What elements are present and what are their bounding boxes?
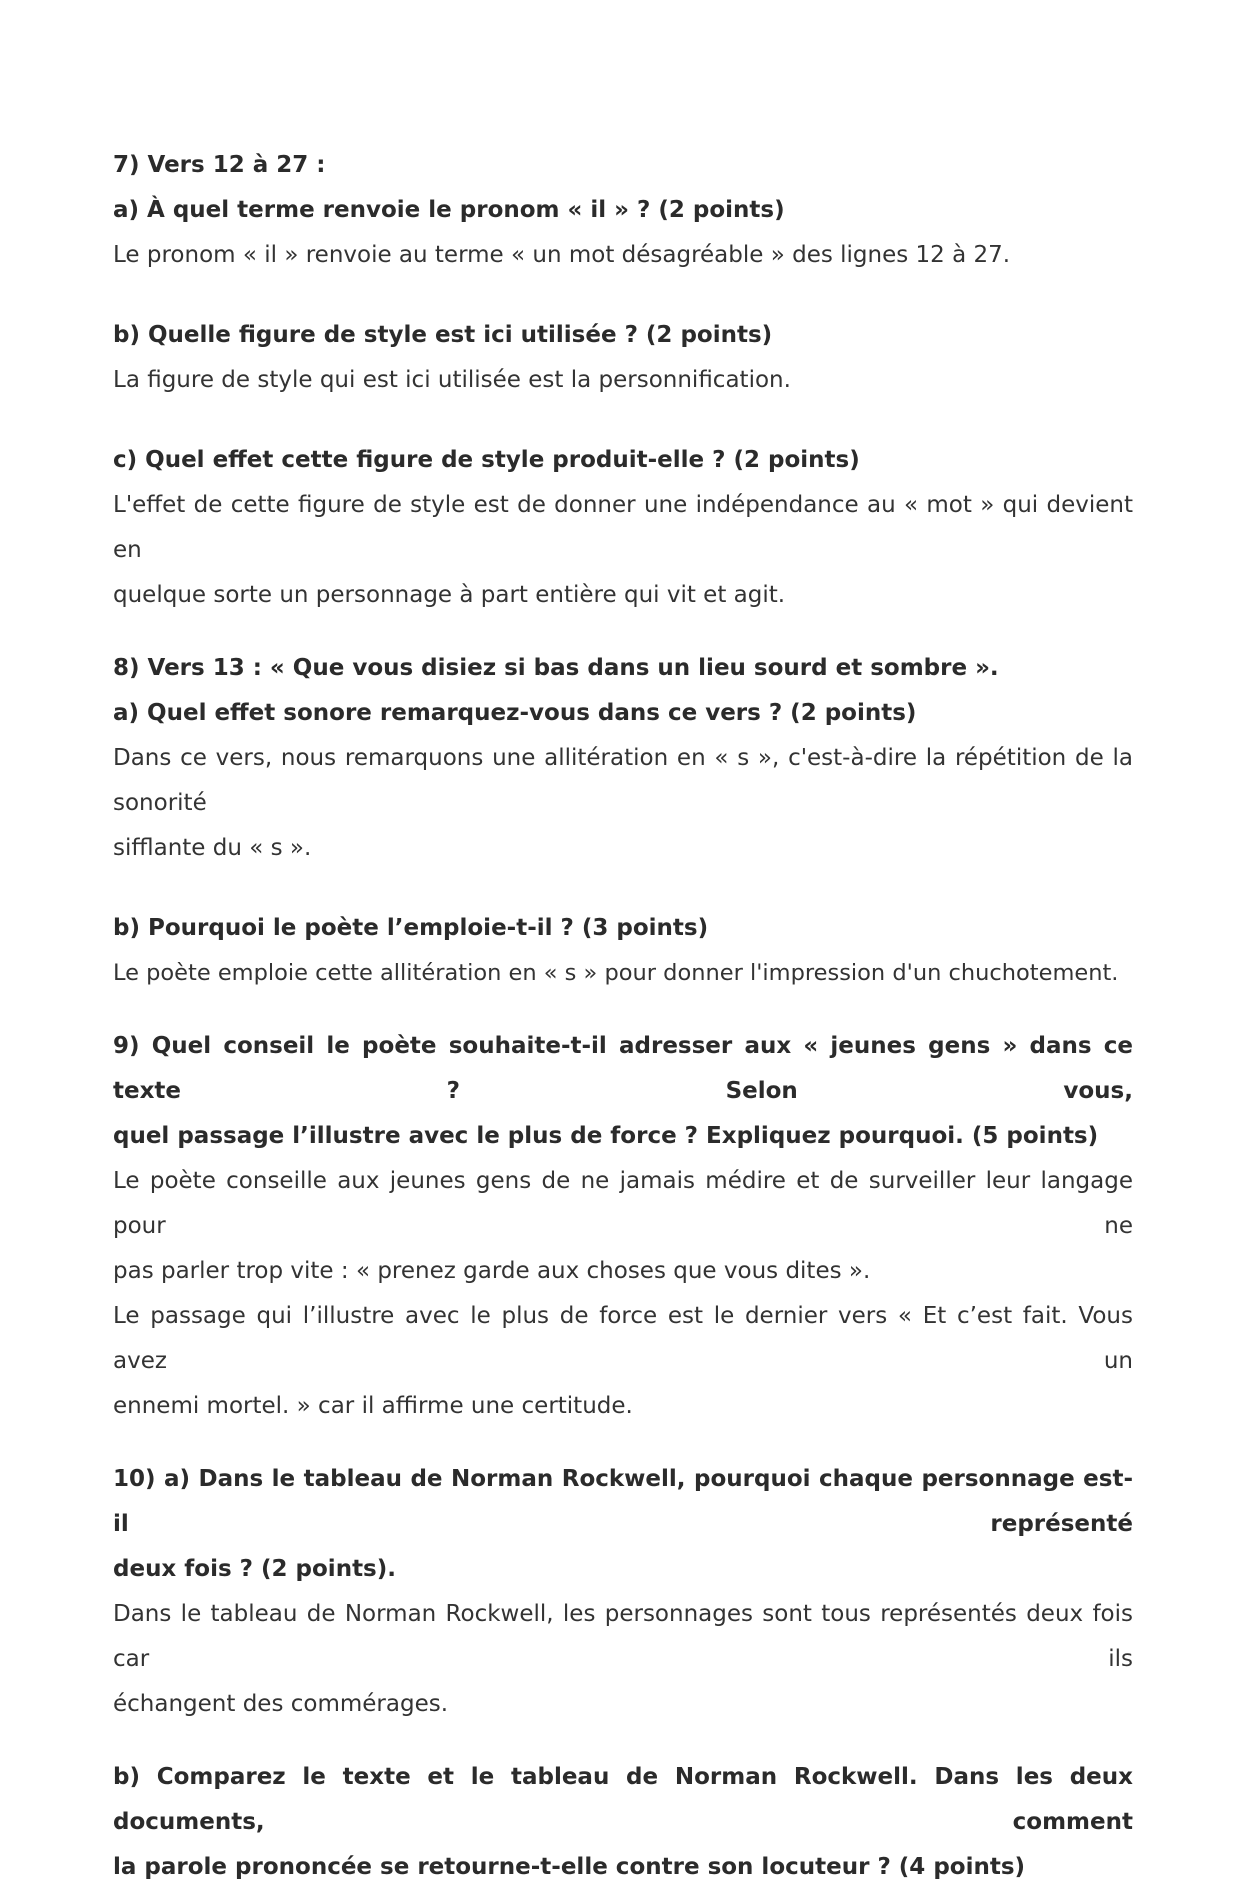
question-9-section	[113, 1024, 1133, 1429]
question-8a-answer-line-1: Dans ce vers, nous remarquons une allitération en « s », c'est-à-dire la répétition de la sonorité	[113, 745, 1133, 816]
question-9-prompt-line-2: quel passage l’illustre avec le plus de force ? Expliquez pourquoi. (5 points)	[113, 1123, 1099, 1149]
question-10b-prompt-line-2: la parole prononcée se retourne-t-elle contre son locuteur ? (4 points)	[113, 1854, 1026, 1880]
question-10a-prompt-line-1: 10) a) Dans le tableau de Norman Rockwell, pourquoi chaque personnage est-il représenté	[113, 1466, 1133, 1537]
question-9-answer-line-4: ennemi mortel. » car il affirme une certitude.	[113, 1393, 633, 1419]
question-7-heading: 7) Vers 12 à 27 :	[113, 152, 326, 178]
question-7-section	[113, 143, 1133, 618]
question-7c-prompt: c) Quel effet cette figure de style produit-elle ? (2 points)	[113, 447, 860, 473]
question-8b-answer: Le poète emploie cette allitération en « s » pour donner l'impression d'un chuchotement.	[113, 960, 1119, 986]
question-8a-answer-line-2: sifflante du « s ».	[113, 835, 312, 861]
question-8-heading: 8) Vers 13 : « Que vous disiez si bas dans un lieu sourd et sombre ».	[113, 655, 999, 681]
question-8b-prompt: b) Pourquoi le poète l’emploie-t-il ? (3 points)	[113, 915, 709, 941]
question-9-answer-line-3: Le passage qui l’illustre avec le plus de force est le dernier vers « Et c’est fait. Vous avez un	[113, 1303, 1133, 1374]
question-7a-prompt: a) À quel terme renvoie le pronom « il » ? (2 points)	[113, 197, 785, 223]
question-7b-answer: La figure de style qui est ici utilisée est la personnification.	[113, 367, 791, 393]
question-7b-prompt: b) Quelle figure de style est ici utilisée ? (2 points)	[113, 322, 773, 348]
question-10a-answer-line-1: Dans le tableau de Norman Rockwell, les personnages sont tous représentés deux fois car ils	[113, 1601, 1133, 1672]
question-10a-prompt-line-2: deux fois ? (2 points).	[113, 1556, 396, 1582]
question-7c-answer-line-2: quelque sorte un personnage à part entière qui vit et agit.	[113, 582, 786, 608]
question-10b-prompt-line-1: b) Comparez le texte et le tableau de Norman Rockwell. Dans les deux documents, comment	[113, 1764, 1133, 1835]
question-8a-prompt: a) Quel effet sonore remarquez-vous dans ce vers ? (2 points)	[113, 700, 917, 726]
question-7a-answer: Le pronom « il » renvoie au terme « un mot désagréable » des lignes 12 à 27.	[113, 242, 1011, 268]
question-7c-answer-line-1: L'effet de cette figure de style est de donner une indépendance au « mot » qui devient en	[113, 492, 1133, 563]
document-page	[113, 143, 1133, 1890]
question-9-answer-line-2: pas parler trop vite : « prenez garde aux choses que vous dites ».	[113, 1258, 871, 1284]
question-9-prompt-line-1: 9) Quel conseil le poète souhaite-t-il adresser aux « jeunes gens » dans ce texte ? Selon vous,	[113, 1033, 1133, 1104]
question-10-section	[113, 1457, 1133, 1890]
question-9-answer-line-1: Le poète conseille aux jeunes gens de ne jamais médire et de surveiller leur langage pour ne	[113, 1168, 1133, 1239]
question-8-section	[113, 646, 1133, 996]
question-10a-answer-line-2: échangent des commérages.	[113, 1691, 449, 1717]
